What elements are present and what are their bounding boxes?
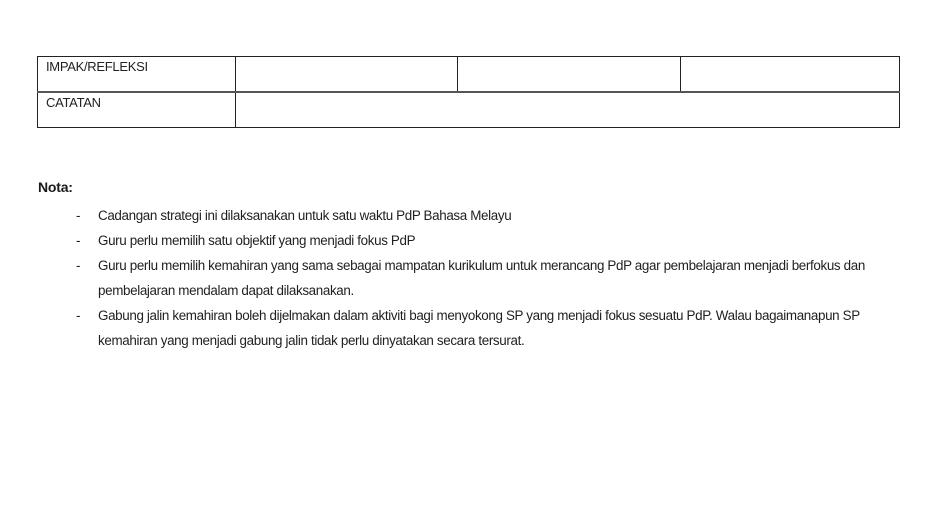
nota-item [76, 303, 896, 353]
reflection-table [37, 56, 900, 128]
impak-cell-1[interactable] [236, 57, 458, 93]
nota-item-text: Guru perlu memilih kemahiran yang sama sebagai mampatan kurikulum untuk merancang PdP agar pembelajaran menjadi berfokus dan pembelajaran mendalam dapat dilaksanakan. [98, 258, 865, 298]
catatan-cell[interactable] [236, 92, 900, 128]
nota-list [76, 203, 896, 353]
dash-bullet-icon: - [76, 258, 81, 273]
row-label-catatan: CATATAN [38, 92, 236, 128]
table-row-catatan [38, 92, 900, 128]
nota-item-text: Guru perlu memilih satu objektif yang menjadi fokus PdP [98, 233, 416, 248]
nota-item [76, 203, 896, 228]
nota-heading: Nota: [38, 179, 73, 195]
dash-bullet-icon: - [76, 233, 81, 248]
nota-item-text: Gabung jalin kemahiran boleh dijelmakan dalam aktiviti bagi menyokong SP yang menjadi fokus sesuatu PdP. Walau bagaimanapun SP kemahiran yang menjadi gabung jalin tidak perlu dinyatakan secara tersurat. [98, 308, 860, 348]
nota-item [76, 228, 896, 253]
row-label-impak-refleksi: IMPAK/REFLEKSI [38, 57, 236, 93]
dash-bullet-icon: - [76, 308, 81, 323]
table-row-impak-refleksi [38, 57, 900, 93]
dash-bullet-icon: - [76, 208, 81, 223]
impak-cell-3[interactable] [681, 57, 900, 93]
nota-item [76, 253, 896, 303]
impak-cell-2[interactable] [458, 57, 681, 93]
nota-item-text: Cadangan strategi ini dilaksanakan untuk satu waktu PdP Bahasa Melayu [98, 208, 512, 223]
